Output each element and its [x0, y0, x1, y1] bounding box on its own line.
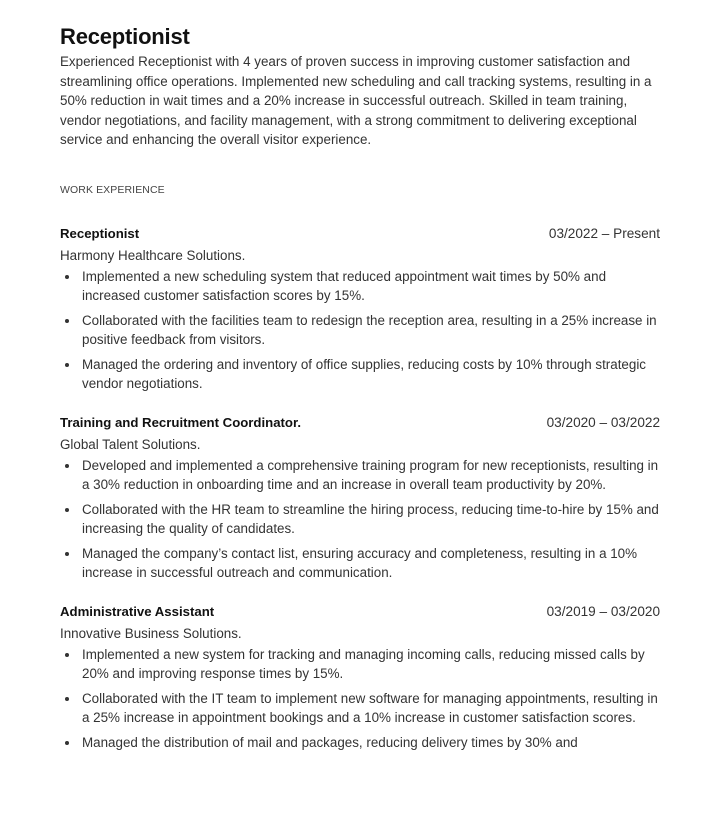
bullet-icon	[65, 464, 69, 468]
bullet-icon	[65, 697, 69, 701]
bullet-icon	[65, 552, 69, 556]
job-entry-administrative-assistant	[60, 604, 662, 753]
achievement-item	[60, 645, 662, 684]
job-title: Training and Recruitment Coordinator.	[60, 414, 302, 430]
achievement-item	[60, 456, 662, 495]
bullet-icon	[65, 319, 69, 323]
company-name: Innovative Business Solutions.	[60, 625, 242, 641]
achievement-item	[60, 500, 662, 539]
job-entry-receptionist	[60, 226, 662, 394]
achievement-item	[60, 311, 662, 350]
achievement-text: Implemented a new scheduling system that reduced appointment wait times by 50% and increased customer satisfaction scores by 15%.	[82, 268, 607, 304]
job-dates: 03/2020 – 03/2022	[546, 414, 660, 430]
achievement-list	[60, 267, 662, 394]
achievement-item	[60, 544, 662, 583]
job-title: Receptionist	[60, 225, 140, 241]
bullet-icon	[65, 741, 69, 745]
achievement-text: Collaborated with the facilities team to redesign the reception area, resulting in a 25% increase in positive feedback from visitors.	[82, 312, 657, 348]
achievement-text: Managed the company’s contact list, ensuring accuracy and completeness, resulting in a 10% increase in successful outreach and communication.	[82, 545, 638, 581]
achievement-text: Managed the ordering and inventory of office supplies, reducing costs by 10% through strategic vendor negotiations.	[82, 356, 646, 392]
job-dates: 03/2022 – Present	[548, 225, 660, 241]
job-entry-training-coordinator	[60, 415, 662, 583]
achievement-text: Managed the distribution of mail and packages, reducing delivery times by 30% and	[82, 734, 578, 750]
achievement-item	[60, 733, 662, 753]
achievement-item	[60, 355, 662, 394]
achievement-text: Collaborated with the HR team to streamline the hiring process, reducing time-to-hire by 15% and increasing the quality of candidates.	[82, 501, 659, 537]
achievement-text: Collaborated with the IT team to implement new software for managing appointments, resulting in a 25% increase in appointment bookings and a 10% increase in customer satisfaction scores.	[82, 690, 658, 726]
achievement-item	[60, 267, 662, 306]
achievement-text: Developed and implemented a comprehensive training program for new receptionists, resulting in a 30% reduction in onboarding time and an increase in overall team productivity by 20%.	[82, 457, 659, 493]
work-experience-heading: WORK EXPERIENCE	[60, 183, 165, 196]
bullet-icon	[65, 275, 69, 279]
professional-summary: Experienced Receptionist with 4 years of proven success in improving customer satisfaction and streamlining office operations. Implemented new scheduling and call tracking systems, resulting in a 50% reduction in wait times and a 20% increase in successful outreach. Skilled in team training, vendor negotiations, and facility management, with a strong commitment to delivering exceptional service and enhancing the overall visitor experience.	[60, 54, 652, 148]
job-dates: 03/2019 – 03/2020	[546, 603, 660, 619]
bullet-icon	[65, 363, 69, 367]
job-title: Administrative Assistant	[60, 603, 215, 619]
achievement-list	[60, 645, 662, 753]
company-name: Harmony Healthcare Solutions.	[60, 247, 246, 263]
resume-page	[60, 22, 662, 757]
resume-title: Receptionist	[60, 24, 190, 49]
bullet-icon	[65, 653, 69, 657]
achievement-list	[60, 456, 662, 583]
achievement-item	[60, 689, 662, 728]
achievement-text: Implemented a new system for tracking and managing incoming calls, reducing missed calls by 20% and improving response times by 15%.	[82, 646, 645, 682]
company-name: Global Talent Solutions.	[60, 436, 201, 452]
bullet-icon	[65, 508, 69, 512]
